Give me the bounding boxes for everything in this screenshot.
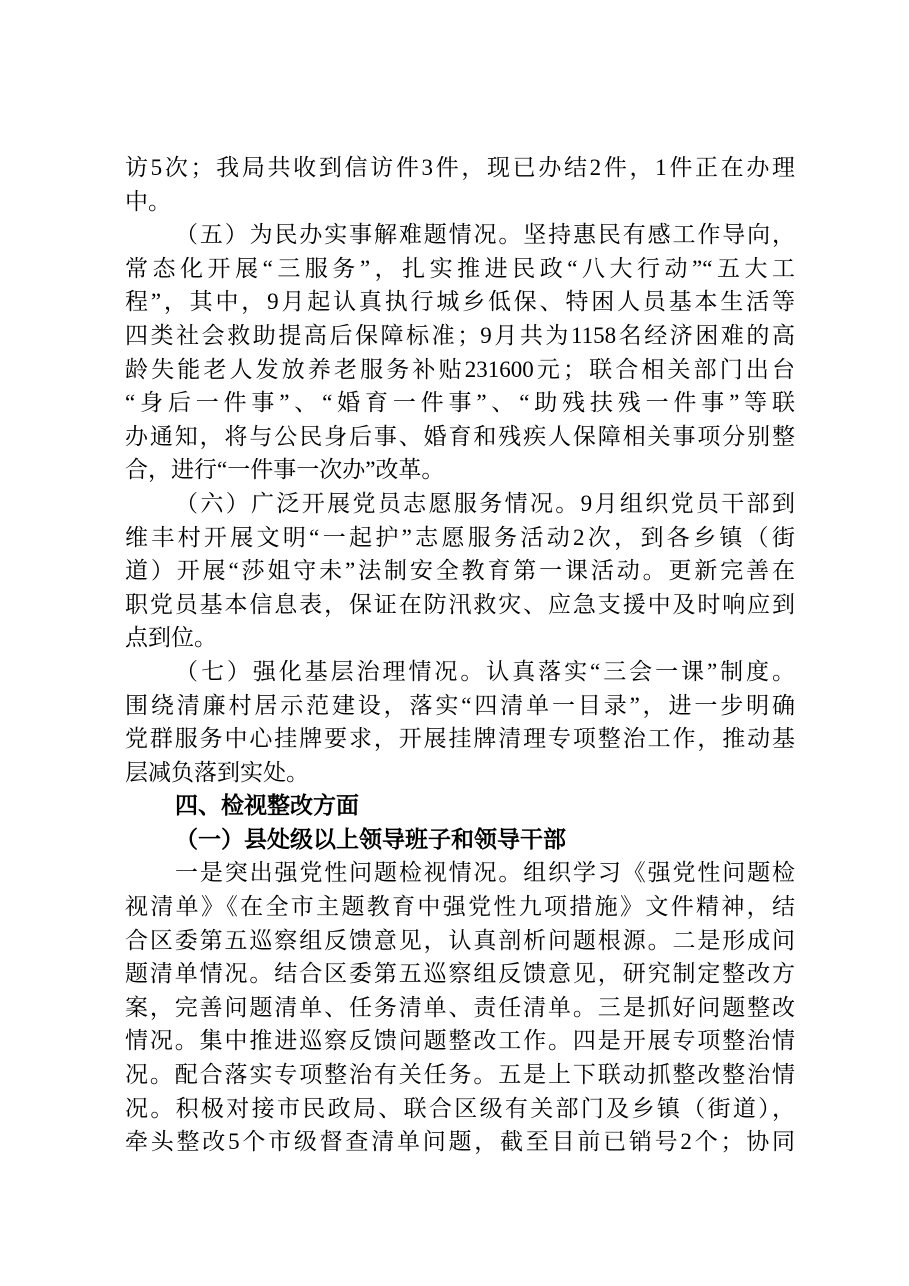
text-line: 四类社会救助提高后保障标准；9月共为1158名经济困难的高 bbox=[125, 322, 795, 348]
text-line: “身后一件事”、“婚育一件事”、“助残扶残一件事”等联 bbox=[125, 390, 795, 416]
text-line: 情况。集中推进巡察反馈问题整改工作。四是开展专项整治情 bbox=[125, 1028, 795, 1054]
text-line: 围绕清廉村居示范建设，落实“四清单一目录”，进一步明确 bbox=[125, 692, 795, 718]
text-line: （六）广泛开展党员志愿服务情况。9月组织党员干部到 bbox=[175, 490, 795, 516]
text-line: 况。积极对接市民政局、联合区级有关部门及乡镇（街道）， bbox=[125, 1095, 795, 1121]
text-line: 中。 bbox=[125, 188, 171, 214]
text-line: 道）开展“莎姐守未”法制安全教育第一课活动。更新完善在 bbox=[125, 558, 795, 584]
document-page bbox=[125, 151, 795, 1159]
text-line: 一是突出强党性问题检视情况。组织学习《强党性问题检 bbox=[175, 860, 795, 886]
subsection-heading: （一）县处级以上领导班子和领导干部 bbox=[175, 826, 566, 852]
paragraph-item-6 bbox=[125, 487, 795, 655]
paragraph-item-7 bbox=[125, 655, 795, 789]
text-line: （五）为民办实事解难题情况。坚持惠民有感工作导向， bbox=[175, 222, 795, 248]
text-line: （七）强化基层治理情况。认真落实“三会一课”制度。 bbox=[175, 658, 795, 684]
text-line: 龄失能老人发放养老服务补贴231600元；联合相关部门出台 bbox=[125, 356, 795, 382]
section-heading: 四、检视整改方面 bbox=[175, 793, 359, 819]
text-line: 党群服务中心挂牌要求，开展挂牌清理专项整治工作，推动基 bbox=[125, 726, 795, 752]
text-line: 层减负落到实处。 bbox=[125, 759, 309, 785]
text-line: 况。配合落实专项整治有关任务。五是上下联动抓整改整治情 bbox=[125, 1062, 795, 1088]
text-line: 程”，其中，9月起认真执行城乡低保、特困人员基本生活等 bbox=[125, 289, 795, 315]
text-line: 职党员基本信息表，保证在防汛救灾、应急支援中及时响应到 bbox=[125, 591, 795, 617]
text-line: 视清单》《在全市主题教育中强党性九项措施》文件精神，结 bbox=[125, 894, 795, 920]
text-line: 点到位。 bbox=[125, 625, 217, 651]
text-line: 办通知，将与公民身后事、婚育和残疾人保障相关事项分别整 bbox=[125, 423, 795, 449]
paragraph-subsection-body bbox=[125, 856, 795, 1158]
paragraph-carryover bbox=[125, 151, 795, 218]
text-line: 牵头整改5个市级督查清单问题，截至目前已销号2个；协同 bbox=[125, 1129, 795, 1155]
text-line: 合，进行“一件事一次办”改革。 bbox=[125, 457, 445, 483]
text-line: 合区委第五巡察组反馈意见，认真剖析问题根源。二是形成问 bbox=[125, 927, 795, 953]
text-line: 案，完善问题清单、任务清单、责任清单。三是抓好问题整改 bbox=[125, 994, 795, 1020]
text-line: 维丰村开展文明“一起护”志愿服务活动2次，到各乡镇（街 bbox=[125, 524, 795, 550]
text-line: 访5次；我局共收到信访件3件，现已办结2件，1件正在办理 bbox=[125, 155, 795, 180]
text-line: 题清单情况。结合区委第五巡察组反馈意见，研究制定整改方 bbox=[125, 961, 795, 987]
text-line: 常态化开展“三服务”，扎实推进民政“八大行动”“五大工 bbox=[125, 255, 795, 281]
paragraph-item-5 bbox=[125, 218, 795, 487]
